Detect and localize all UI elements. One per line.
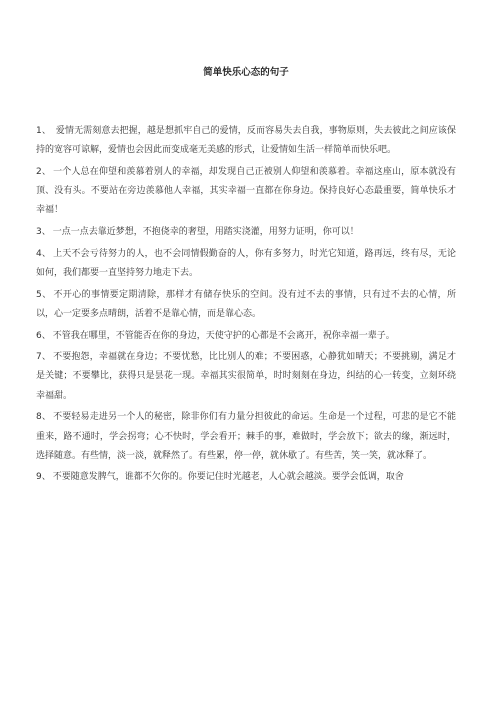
- paragraph-text: 爱情无需刻意去把握，越是想抓牢自己的爱情，反而容易失去自我，事物原则，失去彼此之间应该保持的宽容可谅解，爱情也会因此而变成毫无美感的形式，让爱情如生活一样简单而快乐吧。: [36, 126, 456, 156]
- paragraph-9: [36, 468, 456, 487]
- paragraph-text: 一点一点去靠近梦想，不抱侥幸的奢望，用踏实浇灌，用努力证明，你可以！: [52, 227, 359, 238]
- paragraph-6: [36, 327, 456, 346]
- paragraph-text: 一个人总在仰望和羡慕着别人的幸福，却发现自己正被别人仰望和羡慕着。幸福这座山，原本就没有顶、没有头。不要站在旁边羡慕他人幸福，其实幸福一直都在你身边。保持良好心态最重要，简单快乐才幸福！: [36, 166, 456, 216]
- paragraph-text: 不要轻易走进另一个人的秘密，除非你们有力量分担彼此的命运。生命是一个过程，可悲的是它不能重来，路不通时，学会拐弯；心不快时，学会看开；棘手的事，难做时，学会放下；欲去的缘，渐远时，选择随意。有些情，淡一淡，就释然了。有些累，停一停，就休歇了。有些苦，笑一笑，就冰释了。: [36, 412, 456, 461]
- paragraph-number: 1、: [36, 126, 51, 136]
- paragraph-text: 上天不会亏待努力的人，也不会同情假勤奋的人，你有多努力，时光它知道，路再远，终有尽，无论如何，我们都要一直坚持努力地走下去。: [36, 248, 456, 278]
- paragraph-number: 2、: [36, 166, 52, 177]
- paragraph-3: [36, 223, 456, 242]
- paragraph-text: 不要抱怨，幸福就在身边；不要忧愁，比比别人的难；不要困惑，心静犹如晴天；不要挑剔，满足才是关键；不要攀比，获得只是昙花一现。幸福其实很简单，时时刻刻在身边，纠结的心一转变，立刻环绕幸福甜。: [36, 352, 456, 401]
- paragraph-number: 5、: [36, 289, 52, 300]
- paragraph-2: [36, 163, 456, 221]
- paragraph-number: 8、: [36, 412, 52, 423]
- page-title: 简单快乐心态的句子: [203, 67, 289, 78]
- paragraph-text: 不管我在哪里，不管能否在你的身边，天使守护的心都是不会离开，祝你幸福一辈子。: [52, 330, 395, 341]
- paragraph-8: [36, 408, 456, 466]
- paragraph-text: 不要随意发脾气，谁都不欠你的。你要记住时光越老，人心就会越淡。要学会低调，取舍: [52, 472, 404, 483]
- paragraph-1: [36, 122, 456, 160]
- paragraph-5: [36, 286, 456, 324]
- paragraph-7: [36, 348, 456, 406]
- paragraph-number: 9、: [36, 472, 51, 483]
- paragraph-number: 3、: [36, 227, 51, 238]
- paragraph-text: 不开心的事情要定期清除，那样才有储存快乐的空间。没有过不去的事情，只有过不去的心情，所以，心一定要多点晴朗，活着不是靠心情，而是靠心态。: [36, 289, 456, 319]
- paragraph-4: [36, 245, 456, 283]
- paragraph-number: 6、: [36, 330, 51, 341]
- paragraph-number: 4、: [36, 248, 52, 259]
- paragraph-number: 7、: [36, 352, 52, 363]
